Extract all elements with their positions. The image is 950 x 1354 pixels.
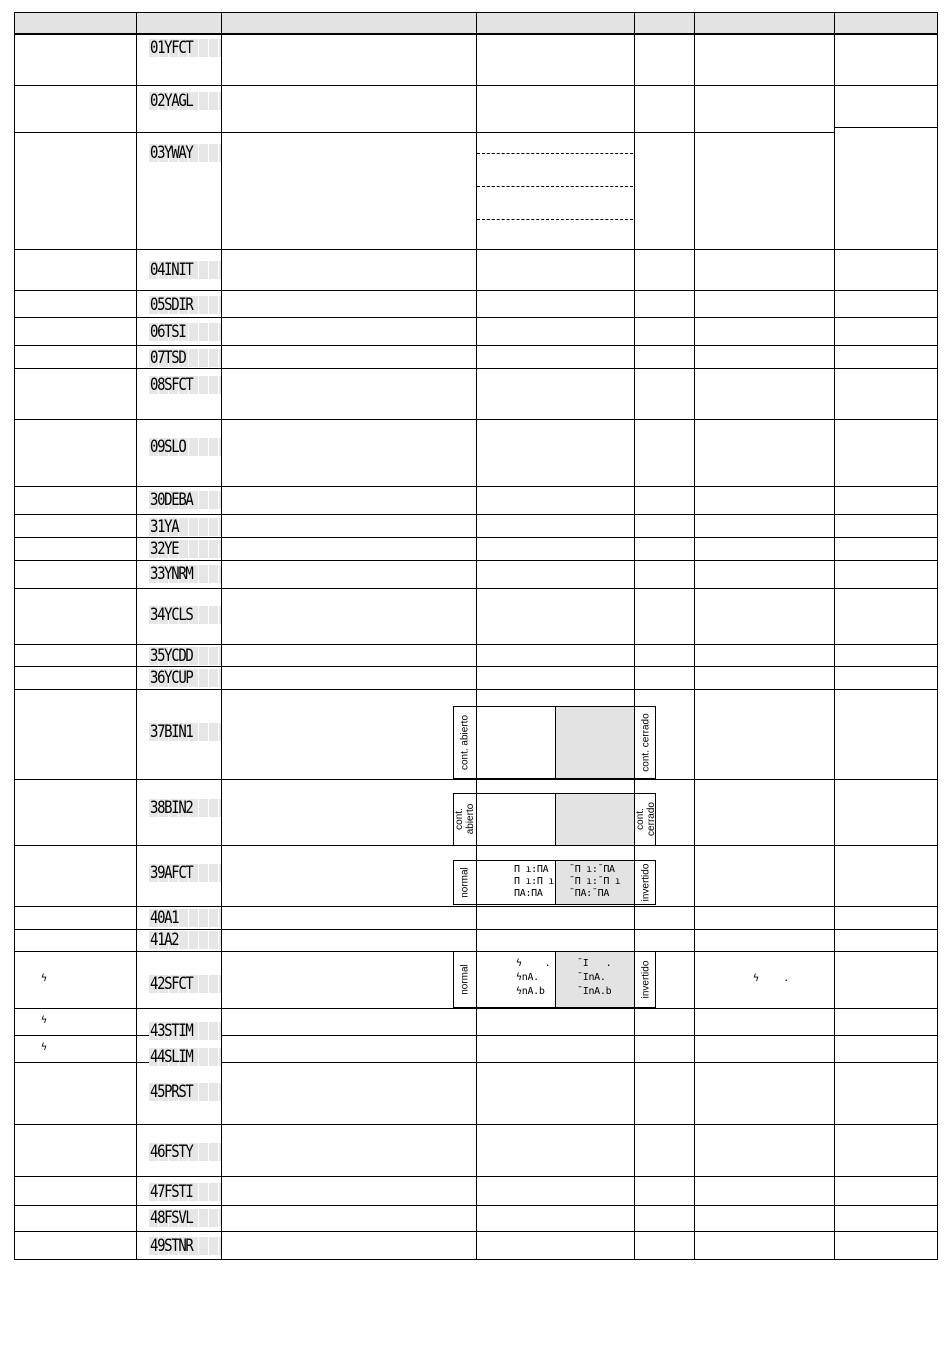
afct-normal-line: Π ı:Π ı: [514, 876, 555, 887]
parameter-code-text: 46FSTY: [150, 1142, 193, 1162]
parameter-code-text: 30DEBA: [150, 490, 193, 510]
divider: [634, 707, 635, 778]
parameter-code-text: 34YCLS: [150, 605, 193, 625]
normal-label: normal: [459, 964, 471, 995]
parameter-code: [149, 295, 221, 315]
inverted-label: invertido: [640, 863, 652, 902]
closed-state-area: [555, 794, 635, 845]
parameter-code: [149, 974, 221, 994]
parameter-code: [149, 1142, 221, 1162]
parameter-code: [149, 1236, 221, 1256]
parameter-code: [149, 322, 221, 342]
setpoint-symbol: ϟ: [41, 1042, 48, 1053]
parameter-code-text: 32YE: [150, 539, 179, 559]
column-divider: [476, 12, 477, 1260]
sfct-inverted-line: ˉInΑ.b: [577, 986, 612, 997]
divider: [476, 707, 477, 778]
parameter-code: [149, 1208, 221, 1228]
afct-inverted-line: ˉΠ ı:ˉΠ ı: [569, 876, 621, 887]
parameter-code: [149, 863, 221, 883]
parameter-code-text: 44SLIM: [150, 1047, 193, 1067]
sfct-inverted-line: ˉI .: [577, 958, 612, 969]
parameter-code-text: 05SDIR: [150, 295, 193, 315]
parameter-code-text: 37BIN1: [150, 722, 193, 742]
setpoint-symbol: ϟ: [41, 973, 48, 984]
afct-normal-line: ΠΑ:ΠΑ: [514, 888, 543, 899]
bin2-contact-diagram: [453, 793, 656, 846]
parameter-code: [149, 930, 221, 950]
closed-state-area: [555, 707, 635, 778]
column-divider: [834, 12, 835, 1260]
parameter-code: [149, 1082, 221, 1102]
parameter-code: [149, 646, 221, 666]
divider: [476, 861, 477, 904]
sfct-normal-line: ϟnΑ.: [516, 972, 539, 983]
parameter-code-text: 43STIM: [150, 1021, 193, 1041]
column-divider: [14, 12, 15, 1260]
contact-open-label: cont. abierto: [454, 803, 476, 835]
parameter-code-text: 48FSVL: [150, 1208, 193, 1228]
parameter-code: [149, 375, 221, 395]
parameter-code: [149, 38, 221, 58]
parameter-code-text: 35YCDD: [150, 646, 193, 666]
row-divider: [14, 132, 834, 133]
afct-normal-line: Π ı:ΠΑ: [514, 864, 549, 875]
parameter-code-text: 45PRST: [150, 1082, 193, 1102]
parameter-code-text: 36YCUP: [150, 668, 193, 688]
setpoint-symbol: ϟ: [41, 1015, 48, 1026]
parameter-code: [149, 1021, 221, 1041]
parameter-code: [149, 1047, 221, 1067]
contact-closed-label: cont. cerrado: [635, 802, 657, 836]
parameter-code-text: 07TSD: [150, 348, 186, 368]
parameter-code: [149, 539, 221, 559]
parameter-code: [149, 91, 221, 111]
parameter-code: [149, 517, 221, 537]
sfct-normal-line: ϟnΑ.b: [516, 986, 545, 997]
parameter-code-text: 39AFCT: [150, 863, 193, 883]
afct-inverted-line: ˉΠΑ:ˉΠΑ: [569, 888, 610, 899]
parameter-code-text: 06TSI: [150, 322, 186, 342]
parameter-code-text: 31YA: [150, 517, 179, 537]
sfct-normal-line: ϟ .: [516, 958, 551, 969]
setpoint-symbol: ϟ .: [753, 973, 790, 984]
parameter-code-text: 42SFCT: [150, 974, 193, 994]
sfct-inverted-line: ˉInΑ.: [577, 972, 606, 983]
parameter-code: [149, 605, 221, 625]
sub-divider: [477, 219, 633, 220]
parameter-table: [14, 12, 938, 1260]
parameter-code: [149, 908, 221, 928]
parameter-code: [149, 1182, 221, 1202]
afct-inverted-line: ˉΠ ı:ˉΠΑ: [569, 864, 615, 875]
parameter-code: [149, 437, 221, 457]
parameter-code: [149, 564, 221, 584]
divider: [476, 952, 477, 1007]
afct-function-diagram: [453, 860, 656, 905]
parameter-code-text: 33YNRM: [150, 564, 193, 584]
column-divider: [937, 12, 938, 1260]
parameter-code-text: 47FSTI: [150, 1182, 193, 1202]
parameter-code-text: 01YFCT: [150, 38, 193, 58]
column-divider: [634, 12, 635, 1260]
parameter-code-text: 09SLO: [150, 437, 186, 457]
column-divider: [136, 12, 137, 1260]
parameter-code-text: 40A1: [150, 908, 179, 928]
parameter-code: [149, 798, 221, 818]
parameter-code: [149, 260, 221, 280]
sub-divider: [477, 153, 633, 154]
parameter-code: [149, 348, 221, 368]
parameter-code: [149, 668, 221, 688]
divider: [476, 794, 477, 845]
row-divider: [834, 127, 938, 128]
inverted-label: invertido: [640, 960, 652, 999]
column-divider: [694, 12, 695, 1260]
parameter-code: [149, 143, 221, 163]
parameter-code-text: 08SFCT: [150, 375, 193, 395]
sub-divider: [477, 186, 633, 187]
parameter-code: [149, 490, 221, 510]
bin1-contact-diagram: [453, 706, 656, 779]
parameter-code-text: 49STNR: [150, 1236, 193, 1256]
parameter-code-text: 04INIT: [150, 260, 193, 280]
parameter-code: [149, 722, 221, 742]
normal-label: normal: [459, 867, 471, 898]
contact-closed-label: cont. cerrado: [640, 713, 652, 772]
contact-open-label: cont. abierto: [459, 714, 471, 771]
parameter-code-text: 03YWAY: [150, 143, 193, 163]
parameter-code-text: 41A2: [150, 930, 179, 950]
divider: [634, 861, 635, 904]
parameter-code-text: 38BIN2: [150, 798, 193, 818]
column-divider: [221, 12, 222, 1260]
divider: [634, 952, 635, 1007]
parameter-code-text: 02YAGL: [150, 91, 193, 111]
sfct-function-diagram: [453, 951, 656, 1008]
